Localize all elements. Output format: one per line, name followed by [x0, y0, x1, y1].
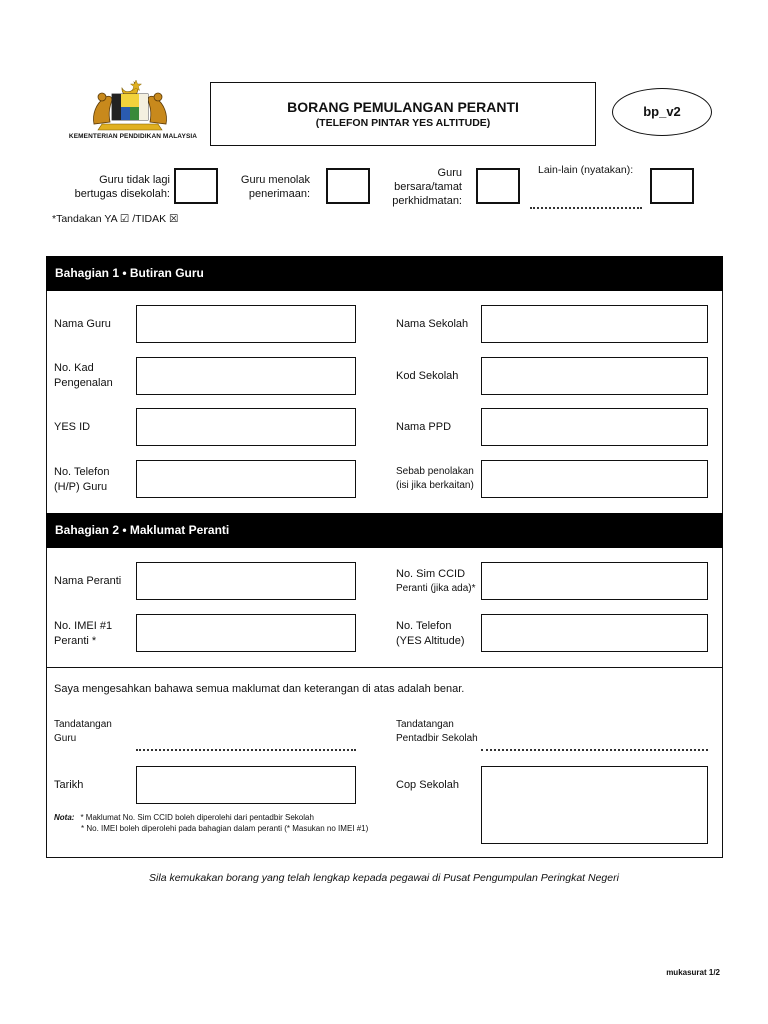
section-divider — [46, 667, 723, 668]
reason-others-field[interactable] — [530, 207, 642, 209]
nota-line1: * Maklumat No. Sim CCID boleh diperolehi dari pentadbir Sekolah — [80, 813, 314, 822]
reason-retired-label: Guru bersara/tamat perkhidmatan: — [392, 167, 462, 207]
nama-sekolah-label: Nama Sekolah — [396, 318, 469, 330]
tarikh-label: Tarikh — [54, 779, 84, 791]
submission-note: Sila kemukakan borang yang telah lengkap kepada pegawai di Pusat Pengumpulan Peringkat Negeri — [149, 872, 619, 884]
yes-id-label: YES ID — [54, 421, 91, 433]
cop-sekolah-label: Cop Sekolah — [396, 779, 459, 791]
nama-ppd-input[interactable] — [481, 408, 708, 446]
ministry-name: KEMENTERIAN PENDIDIKAN MALAYSIA — [68, 133, 198, 140]
form-subtitle: (TELEFON PINTAR YES ALTITUDE) — [315, 117, 491, 129]
reason-refused-label: Guru menolak penerimaan: — [240, 174, 310, 200]
nama-peranti-label: Nama Peranti — [54, 575, 122, 587]
coat-of-arms-logo — [88, 78, 172, 134]
cop-sekolah-box[interactable] — [481, 766, 708, 844]
section1-heading: Bahagian 1 • Butiran Guru — [46, 256, 723, 291]
declaration-text: Saya mengesahkan bahawa semua maklumat dan keterangan di atas adalah benar. — [54, 683, 465, 695]
sign-admin-line[interactable] — [481, 749, 708, 751]
sebab-penolakan-label-line1: Sebab penolakan — [396, 466, 474, 477]
nota-line2: * No. IMEI boleh diperolehi pada bahagian dalam peranti (* Masukan no IMEI #1) — [81, 824, 369, 833]
tarikh-input[interactable] — [136, 766, 356, 804]
sim-ccid-input[interactable] — [481, 562, 708, 600]
sim-ccid-label-line1: No. Sim CCID — [396, 568, 466, 580]
nama-peranti-input[interactable] — [136, 562, 356, 600]
kod-sekolah-input[interactable] — [481, 357, 708, 395]
nama-sekolah-input[interactable] — [481, 305, 708, 343]
no-telefon-guru-input[interactable] — [136, 460, 356, 498]
reason-refused-checkbox[interactable] — [326, 168, 370, 204]
version-label: bp_v2 — [643, 104, 681, 119]
reason-not-serving-label: Guru tidak lagi bertugas disekolah: — [74, 174, 170, 200]
sign-guru-label-line2: Guru — [54, 733, 77, 744]
section2-heading: Bahagian 2 • Maklumat Peranti — [46, 513, 723, 548]
nama-guru-input[interactable] — [136, 305, 356, 343]
sign-admin-label-line2: Pentadbir Sekolah — [396, 733, 478, 744]
form-title: BORANG PEMULANGAN PERANTI — [287, 99, 519, 115]
sebab-penolakan-input[interactable] — [481, 460, 708, 498]
no-telefon-yes-label-line1: No. Telefon — [396, 620, 452, 632]
no-kad-input[interactable] — [136, 357, 356, 395]
nama-ppd-label: Nama PPD — [396, 421, 452, 433]
no-telefon-guru-label-line2: (H/P) Guru — [54, 481, 108, 493]
imei-label-line1: No. IMEI #1 — [54, 620, 113, 632]
no-telefon-yes-label-line2: (YES Altitude) — [396, 635, 465, 647]
sign-admin-label-line1: Tandatangan — [396, 719, 454, 730]
page-number: mukasurat 1/2 — [666, 968, 720, 977]
reason-retired-checkbox[interactable] — [476, 168, 520, 204]
kod-sekolah-label: Kod Sekolah — [396, 370, 459, 382]
no-kad-label-line1: No. Kad — [54, 362, 94, 374]
imei-label-line2: Peranti * — [54, 635, 97, 647]
sebab-penolakan-label-line2: (isi jika berkaitan) — [396, 480, 474, 491]
no-kad-label-line2: Pengenalan — [54, 377, 113, 389]
no-telefon-yes-input[interactable] — [481, 614, 708, 652]
reason-not-serving-checkbox[interactable] — [174, 168, 218, 204]
sim-ccid-label-line2: Peranti (jika ada)* — [396, 583, 476, 594]
sign-guru-label-line1: Tandatangan — [54, 719, 112, 730]
title-box — [210, 82, 596, 146]
reason-others-checkbox[interactable] — [650, 168, 694, 204]
yes-id-input[interactable] — [136, 408, 356, 446]
imei-input[interactable] — [136, 614, 356, 652]
nota-block — [54, 812, 368, 834]
nota-key: Nota: — [54, 813, 75, 822]
reason-others-label: Lain-lain (nyatakan): — [538, 164, 634, 176]
no-telefon-guru-label-line1: No. Telefon — [54, 466, 110, 478]
nama-guru-label: Nama Guru — [54, 318, 111, 330]
mark-hint: *Tandakan YA ☑ /TIDAK ☒ — [52, 213, 179, 225]
version-badge — [612, 88, 712, 136]
sign-guru-line[interactable] — [136, 749, 356, 751]
